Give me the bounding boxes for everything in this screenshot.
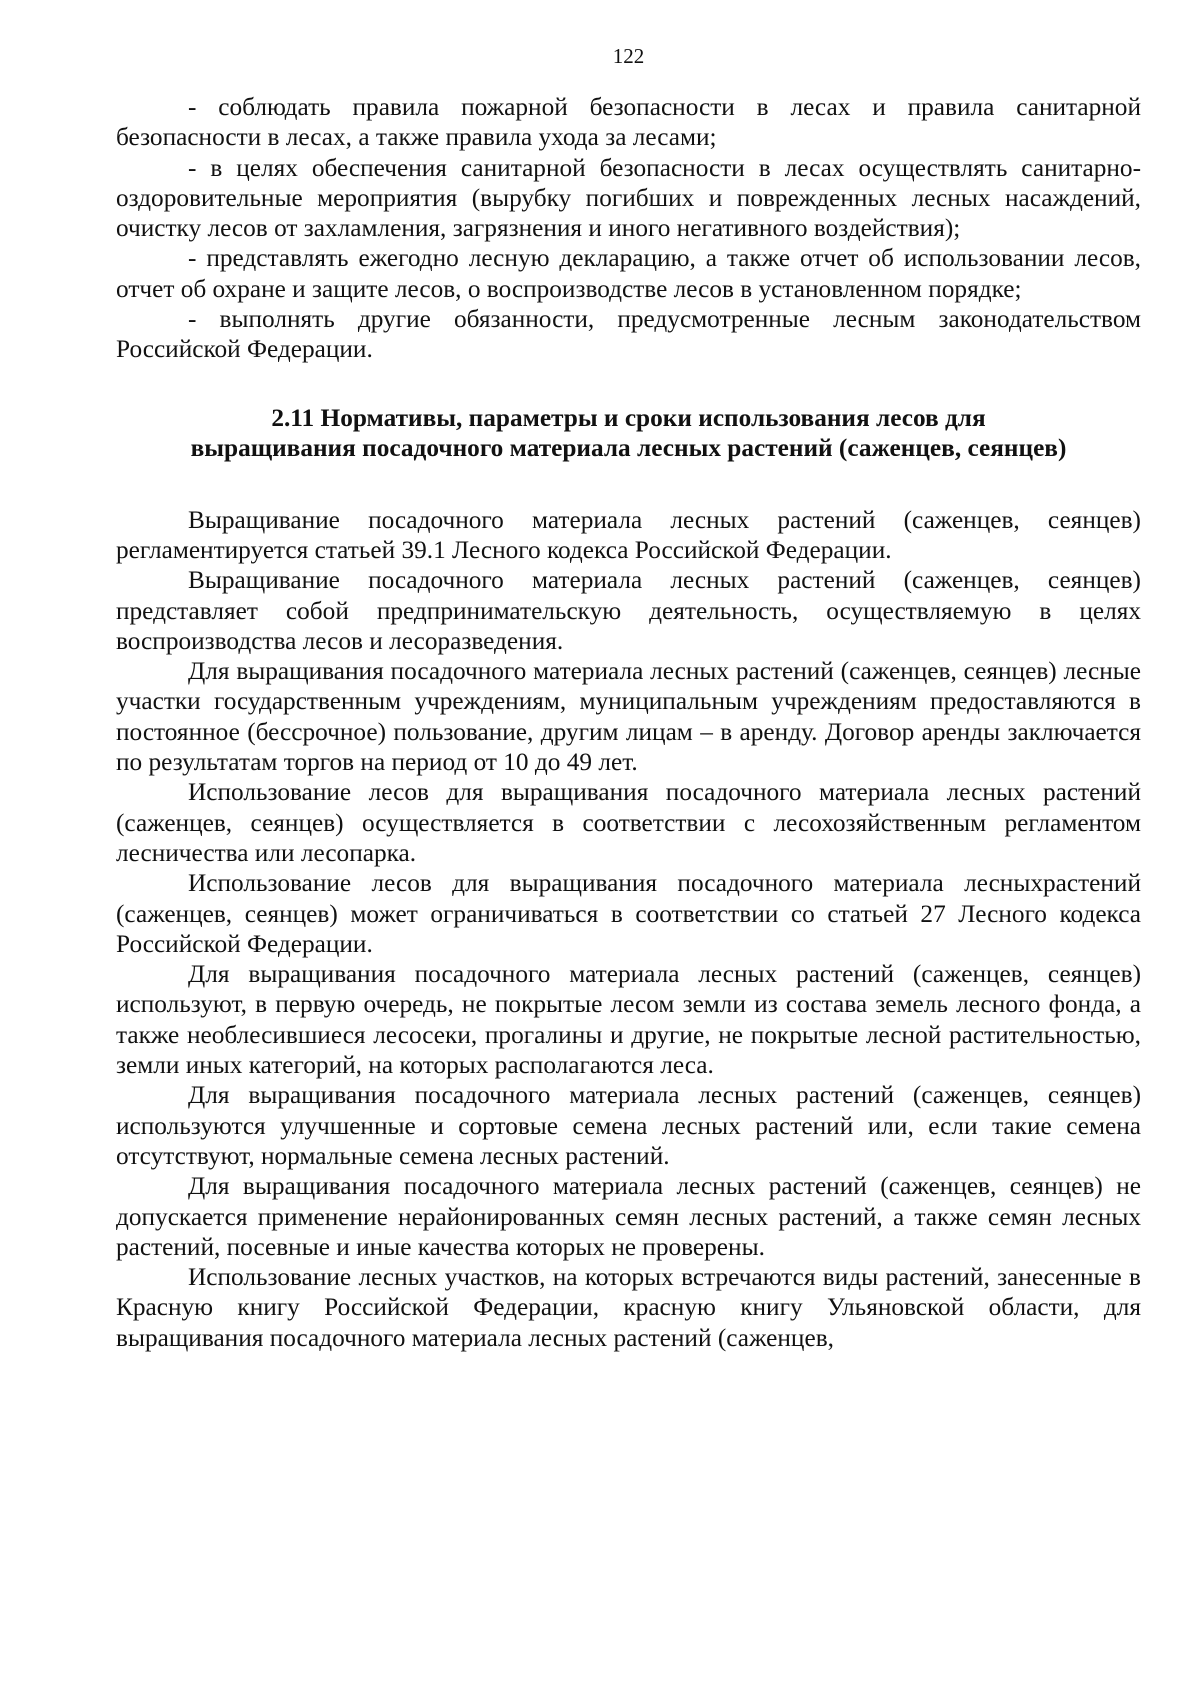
obligations-list — [116, 92, 1141, 365]
list-item: - выполнять другие обязанности, предусмотренные лесным законодательством Российской Федерации. — [116, 305, 1141, 364]
document-page — [116, 42, 1141, 1353]
list-item: - соблюдать правила пожарной безопасности в лесах и правила санитарной безопасности в лесах, а также правила ухода за лесами; — [116, 93, 1141, 152]
section-heading-line: выращивания посадочного материала лесных растений (саженцев, сеянцев) — [190, 434, 1067, 463]
body-paragraph: Выращивание посадочного материала лесных растений (саженцев, сеянцев) регламентируется статьей 39.1 Лесного кодекса Российской Федерации. — [116, 505, 1141, 564]
section-heading-line: 2.11 Нормативы, параметры и сроки использования лесов для — [271, 403, 986, 432]
body-paragraph: Для выращивания посадочного материала лесных растений (саженцев, сеянцев) лесные участки государственным учреждениям, муниципальным учреждениям предоставляются в постоянное (бессрочное) пользование, другим лицам – в аренду. Договор аренды заключается по результатам торгов на период от 10 до 49 лет. — [116, 657, 1141, 777]
body-paragraph: Выращивание посадочного материала лесных растений (саженцев, сеянцев) представляет собой предпринимательскую деятельность, осуществляемую в целях воспроизводства лесов и лесоразведения. — [116, 566, 1141, 655]
body-paragraph: Использование лесов для выращивания посадочного материала лесныхрастений (саженцев, сеянцев) может ограничиваться в соответствии со статьей 27 Лесного кодекса Российской Федерации. — [116, 869, 1141, 958]
body-paragraph: Для выращивания посадочного материала лесных растений (саженцев, сеянцев) используются улучшенные и сортовые семена лесных растений или, если такие семена отсутствуют, нормальные семена лесных растений. — [116, 1081, 1141, 1170]
body-paragraph: Для выращивания посадочного материала лесных растений (саженцев, сеянцев) не допускается применение нерайонированных семян лесных растений, а также семян лесных растений, посевные и иные качества которых не проверены. — [116, 1172, 1141, 1261]
list-item: - в целях обеспечения санитарной безопасности в лесах осуществлять санитарно-оздоровительные мероприятия (вырубку погибших и поврежденных лесных насаждений, очистку лесов от захламления, загрязнения и иного негативного воздействия); — [116, 153, 1141, 243]
body-paragraph: Для выращивания посадочного материала лесных растений (саженцев, сеянцев) используют, в первую очередь, не покрытые лесом земли из состава земель лесного фонда, а также необлесившиеся лесосеки, прогалины и другие, не покрытые лесной растительностью, земли иных категорий, на которых располагаются леса. — [116, 960, 1141, 1080]
body-paragraph: Использование лесных участков, на которых встречаются виды растений, занесенные в Красную книгу Российской Федерации, красную книгу Ульяновской области, для выращивания посадочного материала лесных растений (саженцев, — [116, 1263, 1141, 1352]
section-heading — [116, 403, 1141, 464]
page-number: 122 — [612, 44, 645, 68]
section-body — [116, 505, 1141, 1353]
body-paragraph: Использование лесов для выращивания посадочного материала лесных растений (саженцев, сеянцев) осуществляется в соответствии с лесохозяйственным регламентом лесничества или лесопарка. — [116, 778, 1141, 867]
list-item: - представлять ежегодно лесную декларацию, а также отчет об использовании лесов, отчет об охране и защите лесов, о воспроизводстве лесов в установленном порядке; — [116, 244, 1141, 303]
